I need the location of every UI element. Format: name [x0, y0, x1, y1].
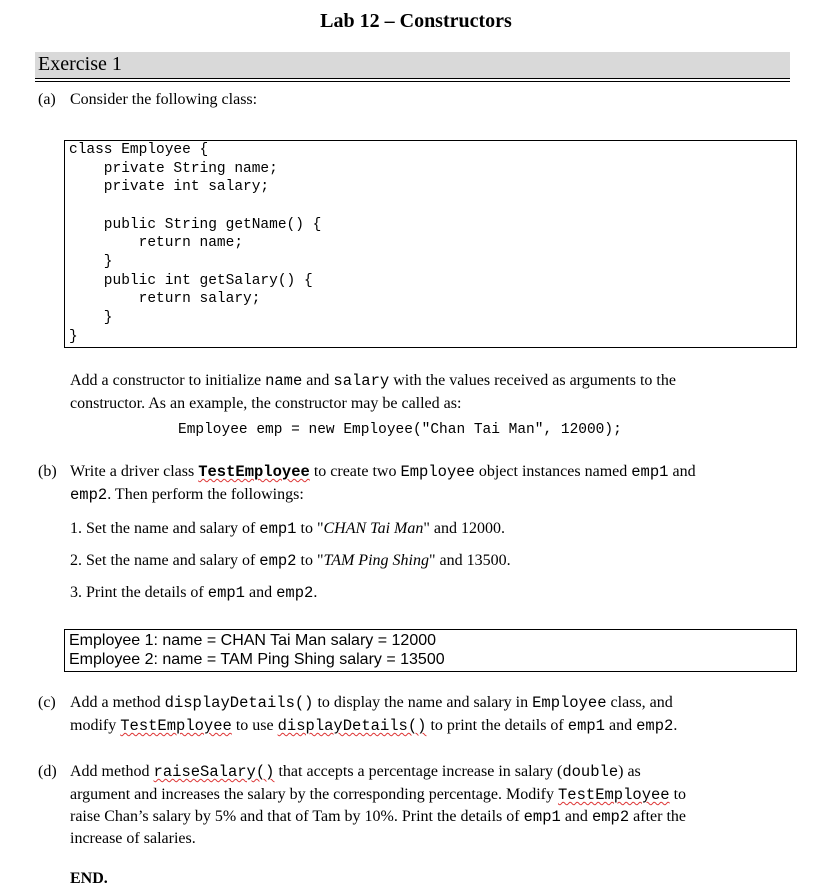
inline-code: name: [265, 372, 303, 390]
part-d-paragraph-line4: increase of salaries.: [70, 830, 196, 847]
exercise-header-bar: [35, 52, 790, 78]
inline-code: emp2: [70, 486, 108, 504]
part-b-label: (b): [38, 463, 57, 480]
inline-code: emp2: [636, 717, 674, 735]
part-d-paragraph-line3: raise Chan’s salary by 5% and that of Tam by 10%. Print the details of emp1 and emp2 after the: [70, 808, 687, 826]
inline-code: displayDetails(): [277, 717, 427, 735]
inline-code: emp1: [567, 717, 605, 735]
inline-code: TestEmployee: [120, 717, 232, 735]
part-c-paragraph-line2: modify TestEmployee to use displayDetails() to print the details of emp1 and emp2.: [70, 717, 678, 735]
code-line: return salary;: [69, 291, 261, 307]
inline-code: Employee: [400, 463, 475, 481]
inline-code: Employee: [532, 694, 607, 712]
inline-code: displayDetails(): [164, 694, 314, 712]
part-c-label: (c): [38, 694, 56, 711]
inline-code: emp1: [631, 463, 669, 481]
constructor-example: Employee emp = new Employee("Chan Tai Man", 12000);: [178, 422, 622, 438]
part-d-paragraph: Add method raiseSalary() that accepts a percentage increase in salary (double) as: [70, 763, 641, 781]
header-rule: [35, 78, 790, 79]
output-line: Employee 2: name = TAM Ping Shing salary = 13500: [69, 651, 445, 668]
inline-code: raiseSalary(): [153, 763, 275, 781]
code-line: }: [69, 329, 78, 345]
part-a-paragraph-line2: constructor. As an example, the constructor may be called as:: [70, 395, 462, 412]
code-box: [64, 140, 797, 348]
end-label: END.: [70, 870, 108, 887]
output-box: [64, 629, 797, 672]
inline-code: salary: [333, 372, 390, 390]
exercise-label: Exercise 1: [38, 53, 122, 75]
code-line: private int salary;: [69, 179, 270, 195]
code-line: public int getSalary() {: [69, 273, 313, 289]
inline-code: emp1: [259, 520, 297, 538]
inline-code: emp2: [259, 552, 297, 570]
code-line: public String getName() {: [69, 217, 322, 233]
step-item: 1. Set the name and salary of emp1 to "CHAN Tai Man" and 12000.: [70, 520, 505, 538]
inline-code: emp1: [523, 808, 561, 826]
part-d-label: (d): [38, 763, 57, 780]
inline-code: emp2: [276, 584, 314, 602]
code-line: }: [69, 254, 113, 270]
part-b-paragraph-line2: emp2. Then perform the followings:: [70, 486, 304, 504]
part-b-paragraph: Write a driver class TestEmployee to create two Employee object instances named emp1 and: [70, 463, 696, 481]
code-line: return name;: [69, 235, 244, 251]
inline-code: TestEmployee: [557, 786, 670, 804]
inline-code: emp1: [207, 584, 245, 602]
step-item: 2. Set the name and salary of emp2 to "TAM Ping Shing" and 13500.: [70, 552, 511, 570]
inline-code: TestEmployee: [198, 463, 310, 481]
part-c-paragraph: Add a method displayDetails() to display the name and salary in Employee class, and: [70, 694, 673, 712]
code-line: class Employee {: [69, 142, 209, 158]
code-line: }: [69, 310, 113, 326]
page-title: Lab 12 – Constructors: [320, 10, 512, 32]
step-item: 3. Print the details of emp1 and emp2.: [70, 584, 318, 602]
part-a-paragraph: Add a constructor to initialize name and salary with the values received as arguments to the: [70, 372, 676, 390]
part-a-intro: Consider the following class:: [70, 91, 258, 108]
inline-code: emp2: [591, 808, 630, 826]
part-a-label: (a): [38, 91, 56, 108]
inline-code: double: [562, 763, 619, 781]
header-rule: [35, 81, 790, 82]
output-line: Employee 1: name = CHAN Tai Man salary = 12000: [69, 632, 437, 649]
code-line: private String name;: [69, 161, 278, 177]
part-d-paragraph-line2: argument and increases the salary by the corresponding percentage. Modify TestEmployee to: [70, 786, 687, 804]
